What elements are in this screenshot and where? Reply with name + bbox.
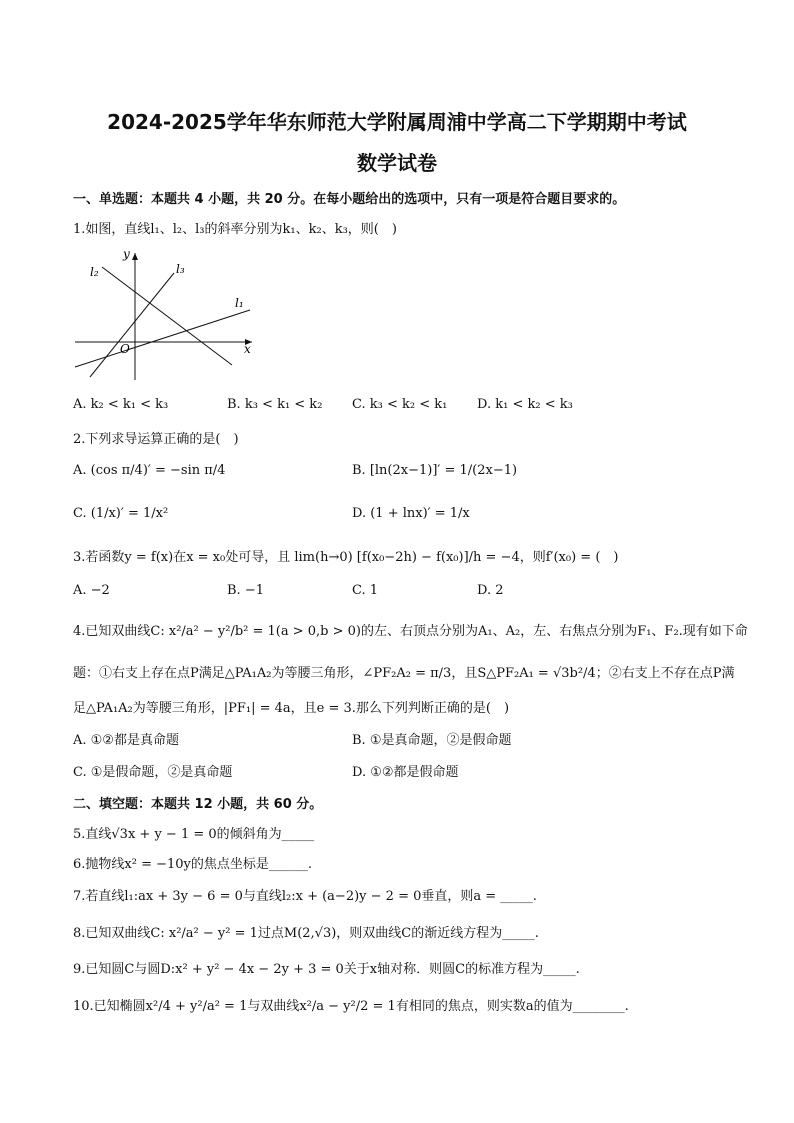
- q2-option-c: C. (1/x)′ = 1/x²: [73, 506, 169, 521]
- q2-option-a: A. (cos π/4)′ = −sin π/4: [73, 463, 226, 478]
- q1-option-c: C. k₃ < k₂ < k₁: [352, 397, 448, 412]
- page-title: 2024-2025学年华东师范大学附属周浦中学高二下学期期中考试: [107, 110, 687, 134]
- origin-label: O: [120, 342, 130, 356]
- q1-figure: [70, 245, 260, 385]
- y-axis-label: y: [123, 247, 130, 261]
- q2-stem: 2.下列求导运算正确的是( ): [73, 432, 239, 447]
- q4-line1: 4.已知双曲线C: x²/a² − y²/b² = 1(a > 0,b > 0)的左、右顶点分别为A₁、A₂，左、右焦点分别为F₁、F₂.现有如下命: [73, 624, 748, 639]
- q4-option-a: A. ①②都是真命题: [73, 733, 179, 748]
- q4-option-b: B. ①是真命题，②是假命题: [352, 733, 512, 748]
- fill-q7: 7.若直线l₁:ax + 3y − 6 = 0与直线l₂:x + (a−2)y − 2 = 0垂直，则a = _____.: [73, 889, 537, 904]
- fill-q8: 8.已知双曲线C: x²/a² − y² = 1过点M(2,√3)，则双曲线C的渐近线方程为_____.: [73, 926, 539, 941]
- q2-option-b: B. [ln(2x−1)]′ = 1/(2x−1): [352, 463, 518, 478]
- q3-option-b: B. −1: [227, 583, 264, 598]
- q1-option-b: B. k₃ < k₁ < k₂: [227, 397, 323, 412]
- q4-line3: 足△PA₁A₂为等腰三角形，|PF₁| = 4a，且e = 3.那么下列判断正确的是( ): [73, 701, 510, 716]
- q4-line2: 题：①右支上存在点P满足△PA₁A₂为等腰三角形，∠PF₂A₂ = π/3，且S△PF₂A₁ = √3b²/4；②右支上不存在点P满: [73, 666, 735, 681]
- fill-q9: 9.已知圆C与圆D:x² + y² − 4x − 2y + 3 = 0关于x轴对称．则圆C的标准方程为_____.: [73, 962, 580, 977]
- line-l3: [90, 273, 174, 377]
- q4-option-d: D. ①②都是假命题: [352, 765, 459, 780]
- x-axis-label: x: [244, 342, 251, 356]
- fill-q10: 10.已知椭圆x²/4 + y²/a² = 1与双曲线x²/a − y²/2 = 1有相同的焦点，则实数a的值为________.: [73, 999, 629, 1014]
- q1-stem: 1.如图，直线l₁、l₂、l₃的斜率分别为k₁、k₂、k₃，则( ): [73, 222, 397, 237]
- q1-option-a: A. k₂ < k₁ < k₃: [73, 397, 169, 412]
- q2-option-d: D. (1 + lnx)′ = 1/x: [352, 506, 470, 521]
- l3-label: l₃: [176, 262, 185, 276]
- q3-stem: 3.若函数y = f(x)在x = x₀处可导，且 lim(h→0) [f(x₀−2h) − f(x₀)]/h = −4，则f′(x₀) = ( ): [73, 550, 619, 565]
- section2-heading: 二、填空题：本题共 12 小题，共 60 分。: [73, 797, 323, 812]
- q3-option-a: A. −2: [73, 583, 110, 598]
- q3-option-d: D. 2: [477, 583, 504, 598]
- section1-heading: 一、单选题：本题共 4 小题，共 20 分。在每小题给出的选项中，只有一项是符合题目要求的。: [73, 192, 626, 207]
- q3-option-c: C. 1: [352, 583, 379, 598]
- q4-option-c: C. ①是假命题，②是真命题: [73, 765, 233, 780]
- fill-q6: 6.抛物线x² = −10y的焦点坐标是______.: [73, 857, 313, 872]
- l1-label: l₁: [235, 296, 244, 310]
- l2-label: l₂: [90, 265, 99, 279]
- page-subtitle: 数学试卷: [357, 151, 437, 175]
- y-axis-arrow: [132, 253, 138, 260]
- fill-q5: 5.直线√3x + y − 1 = 0的倾斜角为_____: [73, 827, 315, 842]
- q1-option-d: D. k₁ < k₂ < k₃: [477, 397, 573, 412]
